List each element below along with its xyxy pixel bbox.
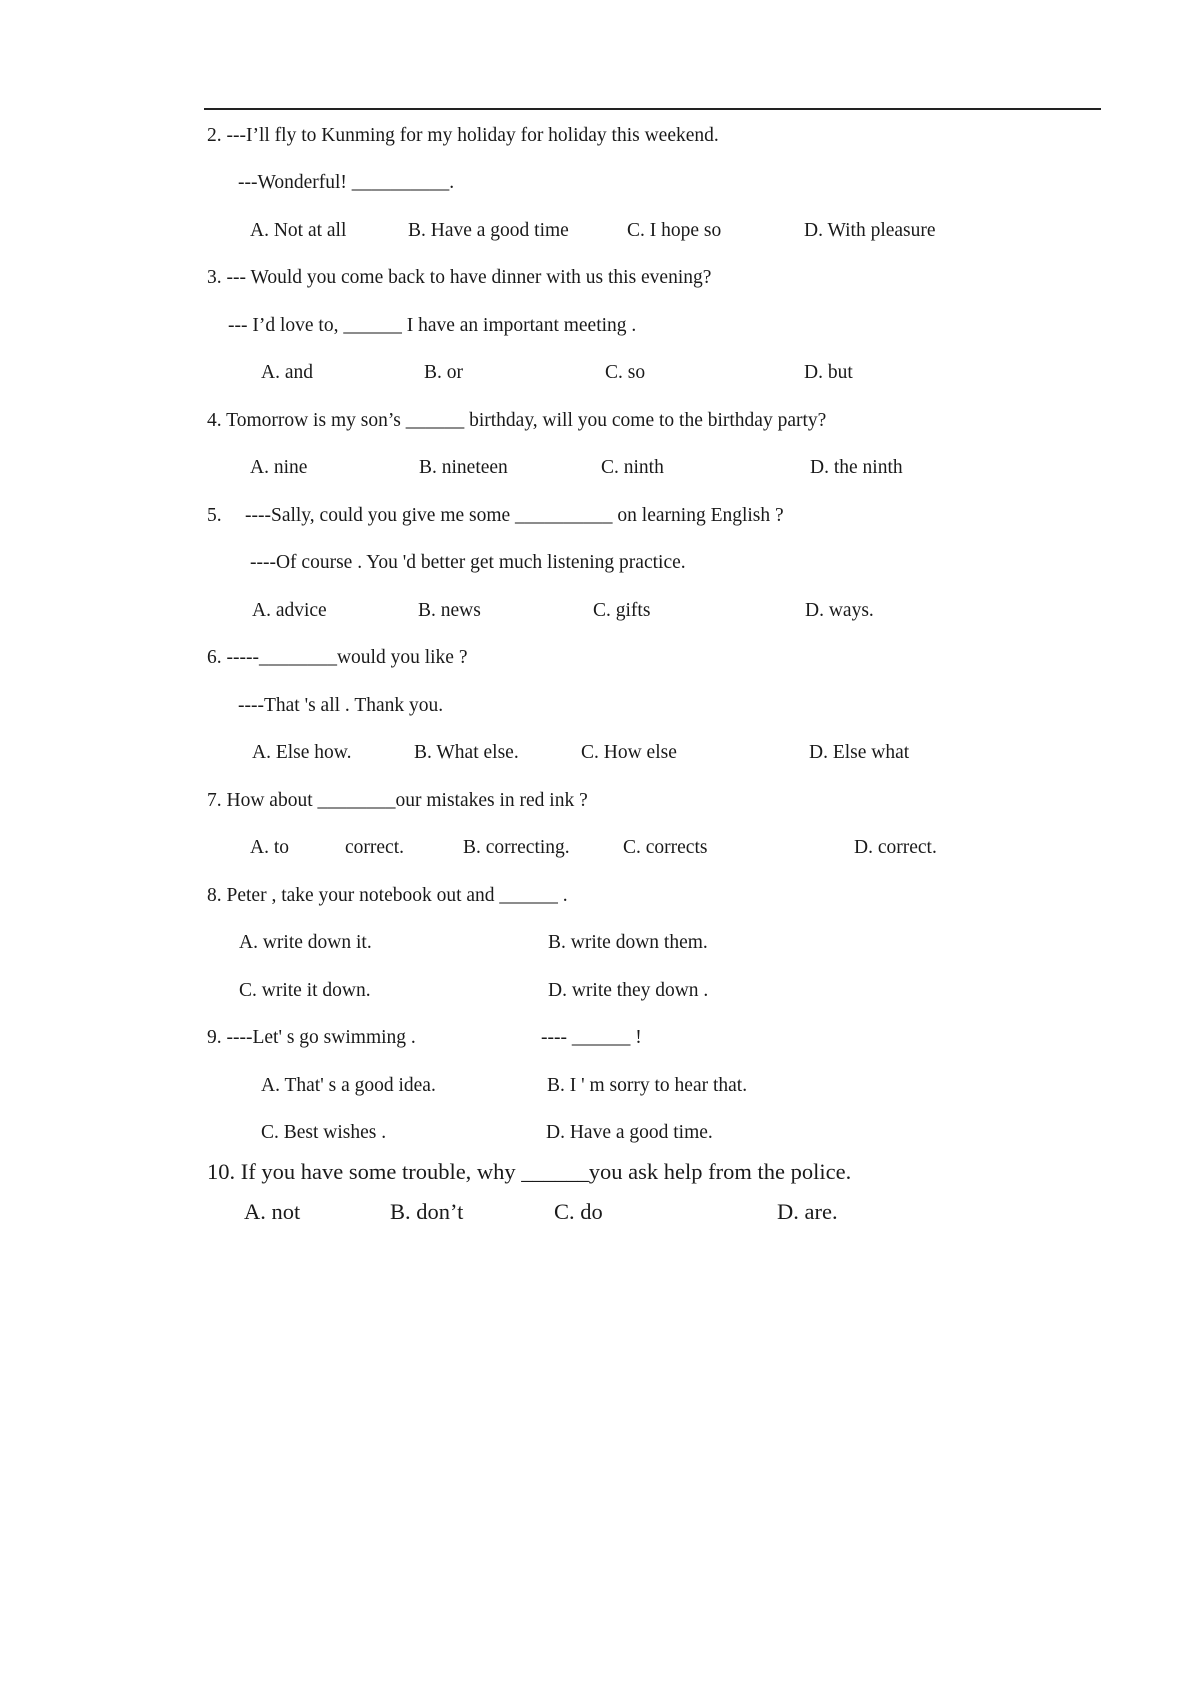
question-5-number: 5. — [207, 505, 222, 526]
question-9-option-b: B. I ' m sorry to hear that. — [547, 1075, 748, 1096]
question-9-reply: ---- ______ ! — [541, 1027, 642, 1048]
question-10-option-b: B. don’t — [390, 1199, 464, 1224]
question-10-option-a: A. not — [244, 1199, 301, 1224]
question-9-option-d: D. Have a good time. — [546, 1122, 713, 1143]
question-9-option-c: C. Best wishes . — [261, 1122, 387, 1143]
question-4-option-a: A. nine — [250, 457, 308, 478]
question-4-stem: 4. Tomorrow is my son’s ______ birthday, will you come to the birthday party? — [207, 410, 827, 431]
question-10-option-c: C. do — [554, 1199, 603, 1224]
question-7-stem: 7. How about ________our mistakes in red ink ? — [207, 790, 588, 811]
question-3-option-c: C. so — [605, 362, 646, 383]
question-8-option-c: C. write it down. — [239, 980, 371, 1001]
question-5-stem: ----Sally, could you give me some __________ on learning English ? — [245, 505, 784, 526]
question-7-option-c: C. corrects — [623, 837, 708, 858]
question-7-option-b: B. correcting. — [463, 837, 570, 858]
question-6-option-a: A. Else how. — [252, 742, 352, 763]
question-2-option-d: D. With pleasure — [804, 220, 936, 241]
question-4-option-d: D. the ninth — [810, 457, 903, 478]
question-2-stem: 2. ---I’ll fly to Kunming for my holiday for holiday this weekend. — [207, 125, 719, 146]
question-6-option-c: C. How else — [581, 742, 677, 763]
question-5-option-c: C. gifts — [593, 600, 651, 621]
question-8-option-b: B. write down them. — [548, 932, 708, 953]
question-3-option-d: D. but — [804, 362, 853, 383]
question-2-option-b: B. Have a good time — [408, 220, 569, 241]
question-8-option-a: A. write down it. — [239, 932, 372, 953]
question-7-option-d: D. correct. — [854, 837, 937, 858]
question-4-option-c: C. ninth — [601, 457, 664, 478]
question-5-option-b: B. news — [418, 600, 481, 621]
question-6-option-b: B. What else. — [414, 742, 519, 763]
question-8-option-d: D. write they down . — [548, 980, 709, 1001]
question-9-stem: 9. ----Let' s go swimming . — [207, 1027, 416, 1048]
question-6-stem: 6. -----________would you like ? — [207, 647, 468, 668]
question-5-reply: ----Of course . You 'd better get much listening practice. — [250, 552, 686, 573]
question-3-stem: 3. --- Would you come back to have dinner with us this evening? — [207, 267, 712, 288]
question-3-option-b: B. or — [424, 362, 463, 383]
question-5-option-d: D. ways. — [805, 600, 874, 621]
question-3-option-a: A. and — [261, 362, 313, 383]
header-rule — [204, 108, 1101, 110]
question-2-option-a: A. Not at all — [250, 220, 347, 241]
question-2-option-c: C. I hope so — [627, 220, 722, 241]
question-10-option-d: D. are. — [777, 1199, 838, 1224]
question-9-option-a: A. That' s a good idea. — [261, 1075, 436, 1096]
question-5-option-a: A. advice — [252, 600, 327, 621]
question-3-reply: --- I’d love to, ______ I have an important meeting . — [228, 315, 637, 336]
question-6-reply: ----That 's all . Thank you. — [238, 695, 444, 716]
question-6-option-d: D. Else what — [809, 742, 910, 763]
question-10-stem: 10. If you have some trouble, why ______you ask help from the police. — [207, 1159, 852, 1184]
question-7-option-a-cont: correct. — [345, 837, 404, 858]
question-4-option-b: B. nineteen — [419, 457, 508, 478]
question-8-stem: 8. Peter , take your notebook out and ______ . — [207, 885, 568, 906]
question-7-option-a: A. to — [250, 837, 289, 858]
question-2-reply: ---Wonderful! __________. — [238, 172, 455, 193]
